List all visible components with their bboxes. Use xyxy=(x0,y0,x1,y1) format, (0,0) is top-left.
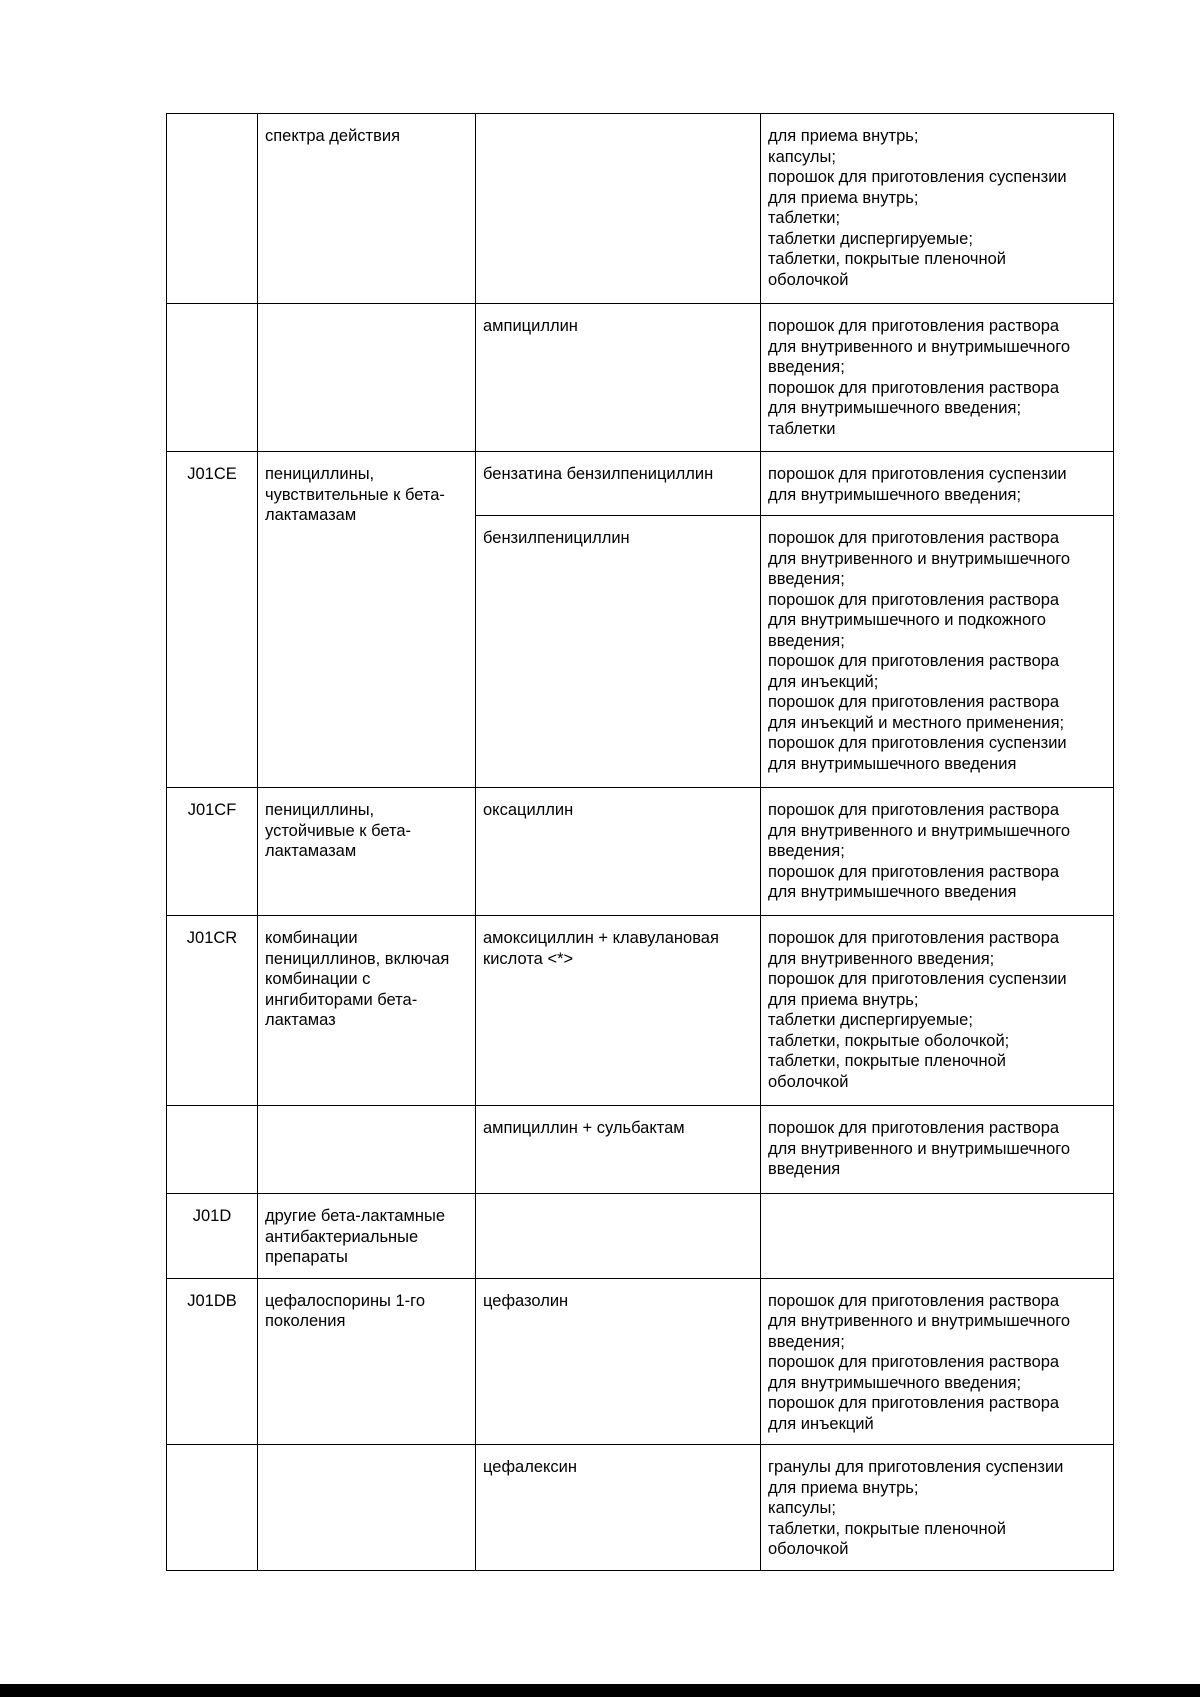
dosage-forms-cell: порошок для приготовления раствора для внутривенного и внутримышечного введения; порошок для приготовления раствора для внутримышечного введения; порошок для приготовления раствора для инъекций xyxy=(761,1278,1114,1445)
table-row xyxy=(167,788,1114,916)
group-cell: пенициллины, чувствительные к бета- лактамазам xyxy=(258,452,476,788)
atc-code-cell xyxy=(167,304,258,452)
dosage-forms-cell: порошок для приготовления раствора для внутривенного и внутримышечного введения xyxy=(761,1106,1114,1194)
group-cell xyxy=(258,1445,476,1571)
drug-name-cell: бензилпенициллин xyxy=(476,516,761,788)
table-row xyxy=(167,1194,1114,1279)
atc-code-cell: J01DB xyxy=(167,1278,258,1445)
table-row xyxy=(167,114,1114,304)
table-row xyxy=(167,916,1114,1106)
dosage-forms-cell xyxy=(761,1194,1114,1279)
dosage-forms-cell: порошок для приготовления раствора для внутривенного и внутримышечного введения; порошок для приготовления раствора для внутримышечного и подкожного введения; порошок для приготовления раствора для инъекций; порошок для приготовления раствора для инъекций и местного применения; порошок для приготовления суспензии для внутримышечного введения xyxy=(761,516,1114,788)
drug-name-cell: бензатина бензилпенициллин xyxy=(476,452,761,516)
group-cell: пенициллины, устойчивые к бета- лактамазам xyxy=(258,788,476,916)
table-row xyxy=(167,1445,1114,1571)
group-cell: другие бета-лактамные антибактериальные препараты xyxy=(258,1194,476,1279)
group-cell xyxy=(258,1106,476,1194)
table-row xyxy=(167,304,1114,452)
drug-name-cell xyxy=(476,1194,761,1279)
dosage-forms-cell: гранулы для приготовления суспензии для приема внутрь; капсулы; таблетки, покрытые пленочной оболочкой xyxy=(761,1445,1114,1571)
atc-code-cell xyxy=(167,1445,258,1571)
scan-border-bar xyxy=(0,1684,1200,1697)
drug-name-cell: цефалексин xyxy=(476,1445,761,1571)
table-row xyxy=(167,452,1114,516)
dosage-forms-cell: порошок для приготовления раствора для внутривенного введения; порошок для приготовления суспензии для приема внутрь; таблетки диспергируемые; таблетки, покрытые оболочкой; таблетки, покрытые пленочной оболочкой xyxy=(761,916,1114,1106)
atc-code-cell: J01D xyxy=(167,1194,258,1279)
group-cell: комбинации пенициллинов, включая комбинации с ингибиторами бета- лактамаз xyxy=(258,916,476,1106)
table-row xyxy=(167,1106,1114,1194)
dosage-forms-cell: порошок для приготовления раствора для внутривенного и внутримышечного введения; порошок для приготовления раствора для внутримышечного введения; таблетки xyxy=(761,304,1114,452)
atc-code-cell: J01CE xyxy=(167,452,258,788)
drug-name-cell xyxy=(476,114,761,304)
drug-name-cell: ампициллин + сульбактам xyxy=(476,1106,761,1194)
dosage-forms-cell: для приема внутрь; капсулы; порошок для приготовления суспензии для приема внутрь; таблетки; таблетки диспергируемые; таблетки, покрытые пленочной оболочкой xyxy=(761,114,1114,304)
medication-table xyxy=(166,113,1114,1571)
atc-code-cell xyxy=(167,114,258,304)
drug-name-cell: оксациллин xyxy=(476,788,761,916)
dosage-forms-cell: порошок для приготовления раствора для внутривенного и внутримышечного введения; порошок для приготовления раствора для внутримышечного введения xyxy=(761,788,1114,916)
atc-code-cell: J01CR xyxy=(167,916,258,1106)
group-cell: спектра действия xyxy=(258,114,476,304)
table-row xyxy=(167,1278,1114,1445)
drug-name-cell: ампициллин xyxy=(476,304,761,452)
drug-name-cell: цефазолин xyxy=(476,1278,761,1445)
group-cell: цефалоспорины 1-го поколения xyxy=(258,1278,476,1445)
group-cell xyxy=(258,304,476,452)
atc-code-cell xyxy=(167,1106,258,1194)
atc-code-cell: J01CF xyxy=(167,788,258,916)
dosage-forms-cell: порошок для приготовления суспензии для внутримышечного введения; xyxy=(761,452,1114,516)
drug-name-cell: амоксициллин + клавулановая кислота <*> xyxy=(476,916,761,1106)
